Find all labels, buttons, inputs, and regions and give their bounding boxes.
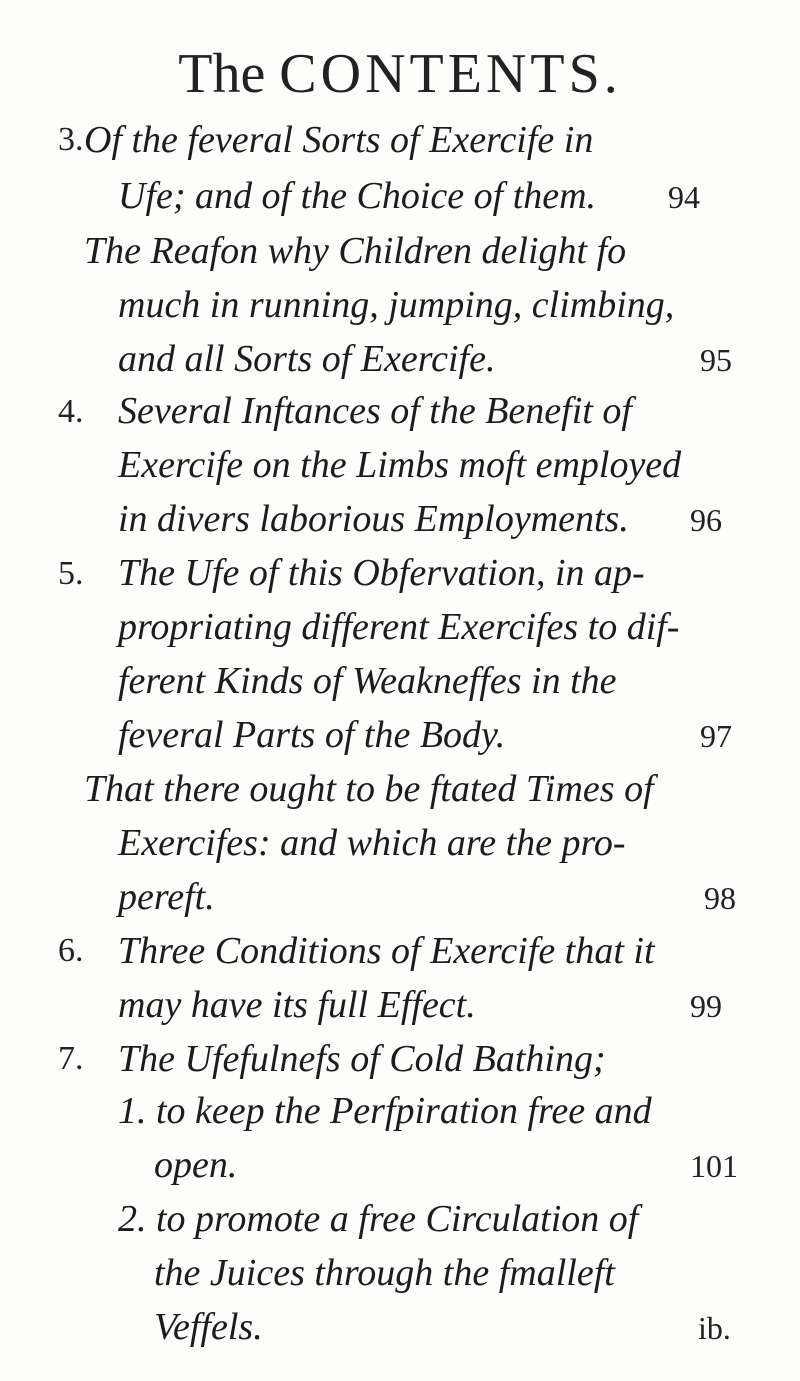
entry-number: 5.: [58, 555, 84, 592]
header-the: The: [178, 43, 266, 105]
entry-line: The Reafon why Children delight fo: [84, 230, 627, 272]
entry-line: much in running, jumping, climbing,: [118, 284, 675, 326]
entry-number: 6.: [58, 932, 84, 969]
entry-line: Ufe; and of the Choice of them.: [118, 175, 597, 217]
entry-line: in divers laborious Employments.: [118, 498, 629, 540]
entry-line: Exercife on the Limbs moft employed: [118, 444, 682, 486]
entry-line: Three Conditions of Exercife that it: [118, 930, 655, 972]
entry-line: 1. to keep the Perfpiration free and: [118, 1090, 652, 1132]
entry-line: Of the feveral Sorts of Exercife in: [84, 119, 594, 161]
entry-line: Veffels.: [154, 1306, 263, 1348]
entry-number: 4.: [58, 393, 84, 430]
entry-line: may have its full Effect.: [118, 984, 476, 1026]
entry-line: pereft.: [118, 876, 215, 918]
entry-page: 101: [690, 1148, 738, 1184]
entry-line: Several Inftances of the Benefit of: [118, 390, 632, 432]
entry-line: and all Sorts of Exercife.: [118, 338, 496, 380]
header-contents: CONTENTS.: [279, 43, 622, 105]
entry-line: That there ought to be ftated Times of: [84, 768, 654, 810]
entry-line: open.: [154, 1144, 238, 1186]
entry-page: 94: [668, 179, 700, 215]
entry-line: The Ufefulnefs of Cold Bathing;: [118, 1038, 606, 1080]
entry-page: 98: [704, 880, 736, 916]
entry-page: 95: [700, 342, 732, 378]
entry-line: the Juices through the fmalleft: [154, 1252, 615, 1294]
entry-page: ib.: [698, 1310, 731, 1346]
entry-line: feveral Parts of the Body.: [118, 714, 506, 756]
page-header: [0, 42, 800, 106]
entry-line: propriating different Exercifes to dif-: [118, 606, 680, 648]
entry-line: ferent Kinds of Weakneffes in the: [118, 660, 617, 702]
entry-line: The Ufe of this Obfervation, in ap-: [118, 552, 645, 594]
entry-page: 99: [690, 988, 722, 1024]
entry-page: 96: [690, 502, 722, 538]
entry-number: 3.: [58, 121, 84, 158]
entry-page: 97: [700, 718, 732, 754]
entry-line: Exercifes: and which are the pro-: [118, 822, 626, 864]
entry-number: 7.: [58, 1040, 84, 1077]
entry-line: 2. to promote a free Circulation of: [118, 1198, 639, 1240]
